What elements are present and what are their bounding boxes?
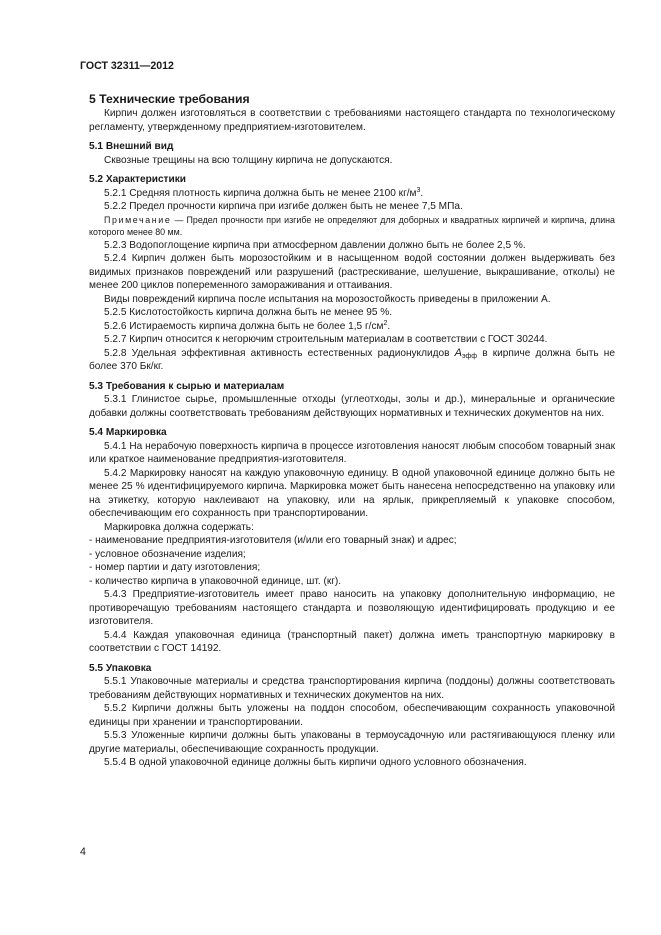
note-text: — Предел прочности при изгибе не определяют для доборных и квадратных кирпичей и кирпича, длина которого менее 80 мм. [89,214,615,237]
document-header: ГОСТ 32311—2012 [80,60,174,72]
section-5-1-title: 5.1 Внешний вид [89,141,174,152]
clause-5-4-4: 5.4.4 Каждая упаковочная единица (транспортный пакет) должна иметь транспортную маркировку в соответствии с ГОСТ 14192. [89,629,615,654]
section-5-5-title: 5.5 Упаковка [89,662,152,674]
section-5-title: 5 Технические требования [89,92,250,106]
section-5-2-title: 5.2 Характеристики [89,174,186,185]
document-body [89,91,615,770]
clause-5-2-8: 5.2.8 Удельная эффективная активность естественных радионуклидов $A_{эфф}$ в кирпиче должна быть не более 370 Бк/кг. [89,346,615,372]
clause-5-5-3: 5.5.3 Уложенные кирпичи должны быть упакованы в термоусадочную или растягивающуюся пленку или другие материалы, обеспечивающие сохранность продукции. [89,730,615,755]
clause-5-2-7: 5.2.7 Кирпич относится к негорючим строительным материалам в соответствии с ГОСТ 30244. [104,334,548,345]
note-label: Примечание [104,214,172,225]
clause-5-2-6: 5.2.6 Истираемость кирпича должна быть не более 1,5 $г/см^2$. [104,319,391,332]
list-item: - номер партии и дату изготовления; [89,562,261,573]
clause-5-4-1: 5.4.1 На нерабочую поверхность кирпича в процессе изготовления наносят любым способом товарный знак или краткое наименование предприятия-изготовителя. [89,440,615,465]
note [89,214,615,239]
clause-5-5-4: 5.5.4 В одной упаковочной единице должны быть кирпичи одного условного обозначения. [104,757,527,768]
clause-5-4-3: 5.4.3 Предприятие-изготовитель имеет право наносить на упаковку дополнительную информацию, не противоречащую требованиям настоящего стандарта и позволяющую идентифицировать продукцию и ее изготовителя. [89,589,615,627]
clause-5-3-1: 5.3.1 Глинистое сырье, промышленные отходы (углеотходы, золы и др.), минеральные и органические добавки должны соответствовать требованиям действующих нормативных и технических документов на них. [89,394,615,419]
list-item: - количество кирпича в упаковочной единице, шт. (кг). [89,575,342,587]
clause-5-5-2: 5.5.2 Кирпичи должны быть уложены на поддон способом, обеспечивающим сохранность упаковочной единицы при хранении и транспортировании. [89,703,615,728]
clause-5-4-2: 5.4.2 Маркировку наносят на каждую упаковочную единицу. В одной упаковочной единице должно быть не менее 25 % идентифицируемого кирпича. Маркировка может быть нанесена непосредственно на упаковку или на этикетку, которую наклеивают на упаковку, или на ярлык, прикрепляемый к упаковке способом, обеспечивающим его сохранность при транспортировании. [89,467,615,519]
section-5-intro: Кирпич должен изготовляться в соответствии с требованиями настоящего стандарта по технологическому регламенту, утвержденному предприятием-изготовителем. [89,108,615,133]
marking-list-intro: Маркировка должна содержать: [104,521,254,533]
clause-5-2-4: 5.2.4 Кирпич должен быть морозостойким и в насыщенном водой состоянии должен выдерживать без видимых признаков повреждений или разрушений (растрескивание, шелушение, выкрашивание, отколы) не менее 200 циклов попеременного замораживания и оттаивания. [89,253,615,291]
clause-5-5-1: 5.5.1 Упаковочные материалы и средства транспортирования кирпича (поддоны) должны соответствовать требованиям действующих нормативных и технических документов на них. [89,676,615,701]
clause-5-2-5: 5.2.5 Кислотостойкость кирпича должна быть не менее 95 %. [104,307,393,318]
symbol-a-eff: A [454,346,462,359]
clause-5-2-1: 5.2.1 Средняя плотность кирпича должна быть не менее 2100 $кг/м^3$. [104,186,424,199]
list-item: - наименование предприятия-изготовителя (и/или его товарный знак) и адрес; [89,535,457,546]
clause-5-2-3: 5.2.3 Водопоглощение кирпича при атмосферном давлении должно быть не более 2,5 %. [104,239,526,251]
clause-5-2-4-note: Виды повреждений кирпича после испытания на морозостойкость приведены в приложении А. [104,293,551,305]
section-5-1-text: Сквозные трещины на всю толщину кирпича не допускаются. [104,154,393,166]
page-number: 4 [80,846,86,858]
section-5-3-title: 5.3 Требования к сырью и материалам [89,380,285,392]
list-item: - условное обозначение изделия; [89,548,246,560]
section-5-4-title: 5.4 Маркировка [89,427,167,438]
clause-5-2-2: 5.2.2 Предел прочности кирпича при изгибе должен быть не менее 7,5 МПа. [104,201,463,212]
